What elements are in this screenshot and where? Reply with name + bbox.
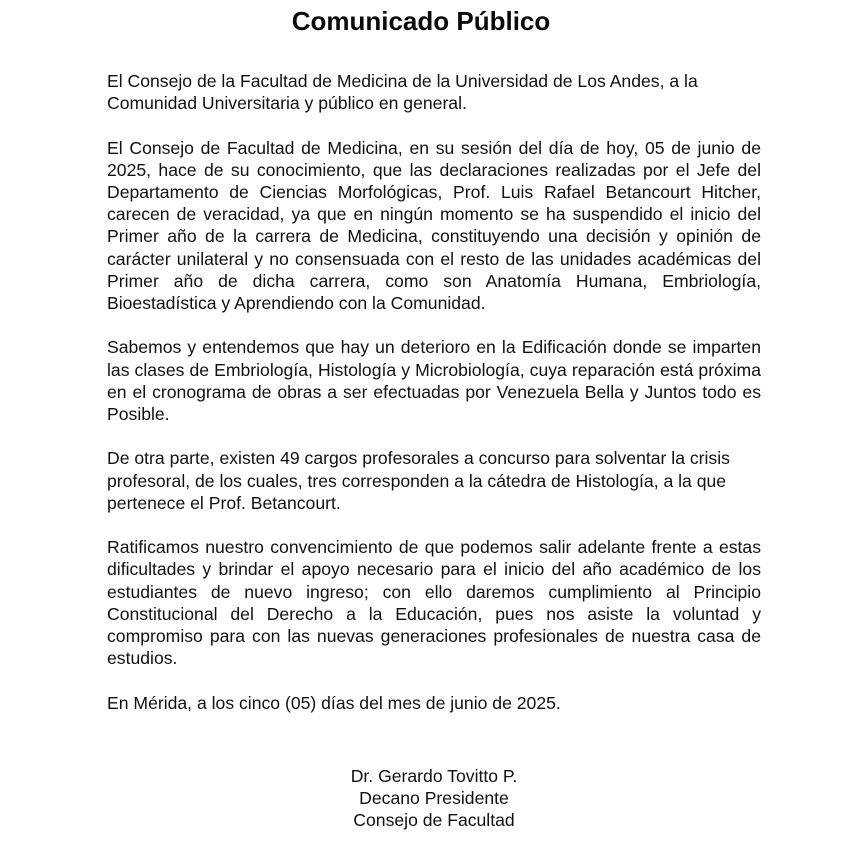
document-body xyxy=(107,70,761,736)
paragraph-commitment: Ratificamos nuestro convencimiento de que podemos salir adelante frente a estas dificultades y brindar el apoyo necesario para el inicio del año académico de los estudiantes de nuevo ingreso; con ello daremos cumplimiento al Principio Constitucional del Derecho a la Educación, pues nos asiste la voluntad y compromiso para con las nuevas generaciones profesionales de nuestra casa de estudios. xyxy=(107,537,761,669)
paragraph-positions: De otra parte, existen 49 cargos profesorales a concurso para solventar la crisis profesoral, de los cuales, tres corresponden a la cátedra de Histología, a la que pertenece el Prof. Betancourt. xyxy=(107,448,730,513)
document-title: Comunicado Público xyxy=(291,6,551,36)
signature-block xyxy=(300,765,568,832)
paragraph-place-date: En Mérida, a los cinco (05) días del mes de junio de 2025. xyxy=(107,692,561,713)
signature-body: Consejo de Facultad xyxy=(353,810,515,831)
paragraph-statement: El Consejo de Facultad de Medicina, en su sesión del día de hoy, 05 de junio de 2025, hace de su conocimiento, que las declaraciones realizadas por el Jefe del Departamento de Ciencias Morfológicas, Prof. Luis Rafael Betancourt Hitcher, carecen de veracidad, ya que en ningún momento se ha suspendido el inicio del Primer año de la carrera de Medicina, constituyendo una decisión y opinión de carácter unilateral y no consensuada con el resto de las unidades académicas del Primer año de dicha carrera, como son Anatomía Humana, Embriología, Bioestadística y Aprendiendo con la Comunidad. xyxy=(107,137,761,314)
paragraph-addressee: El Consejo de la Facultad de Medicina de la Universidad de Los Andes, a la Comunidad Universitaria y público en general. xyxy=(107,71,698,114)
signature-name: Dr. Gerardo Tovitto P. xyxy=(350,766,518,786)
signature-role: Decano Presidente xyxy=(359,788,509,809)
paragraph-building: Sabemos y entendemos que hay un deterioro en la Edificación donde se imparten las clases de Embriología, Histología y Microbiología, cuya reparación está próxima en el cronograma de obras a ser efectuadas por Venezuela Bella y Juntos todo es Posible. xyxy=(107,337,761,425)
